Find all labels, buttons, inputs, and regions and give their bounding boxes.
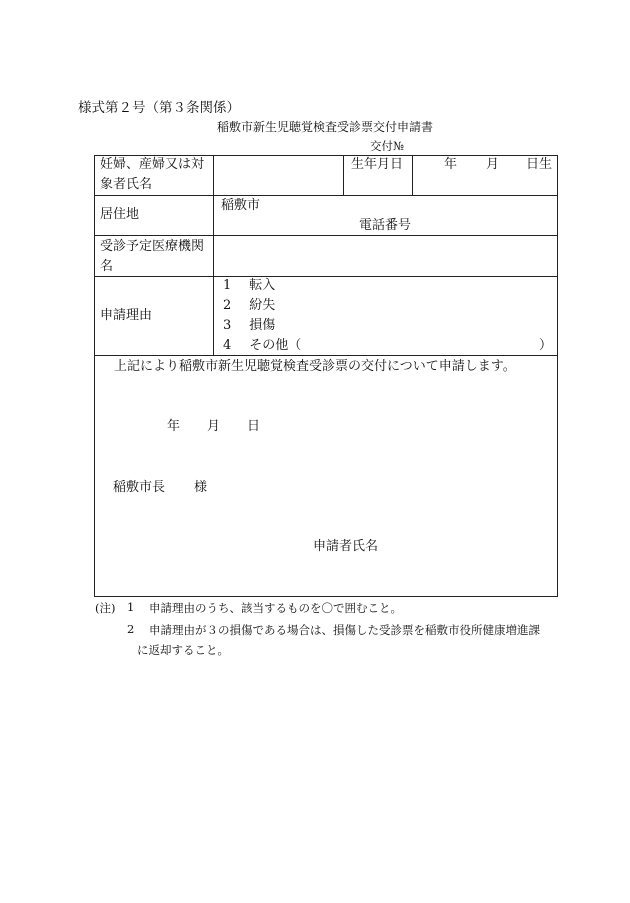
birthdate-month-label: 月: [486, 157, 500, 172]
address-label: 居住地: [100, 207, 140, 222]
clinic-label: 受診予定医療機関 名: [100, 239, 205, 274]
column-divider: [213, 155, 214, 355]
issue-number-label: 交付№: [370, 139, 404, 153]
date-day-label: 日: [247, 419, 261, 434]
row-divider: [94, 235, 558, 236]
subject-name-field[interactable]: [215, 157, 341, 193]
phone-label: 電話番号: [359, 218, 412, 233]
applicant-name-label: 申請者氏名: [313, 539, 379, 554]
column-divider: [343, 155, 344, 195]
reason-item[interactable]: 4 その他（: [223, 338, 302, 353]
addressee-honorific: 様: [194, 480, 208, 495]
note-text-continued: に返却すること。: [137, 643, 229, 657]
address-prefix: 稲敷市: [221, 198, 261, 213]
reason-label: 申請理由: [100, 308, 153, 323]
form-number-label: 様式第２号（第３条関係）: [78, 100, 240, 116]
note-text: 申請理由が３の損傷である場合は、損傷した受診票を稲敷市役所健康増進課: [149, 623, 540, 637]
date-year-label: 年: [167, 419, 181, 434]
note-text: 申請理由のうち、該当するものを〇で囲むこと。: [149, 601, 402, 615]
form-title: 稲敷市新生児聴覚検査受診票交付申請書: [216, 120, 433, 134]
subject-name-label: 妊婦、産婦又は対 象者氏名: [100, 157, 205, 192]
declaration-statement: 上記により稲敷市新生児聴覚検査受診票の交付について申請します。: [114, 359, 516, 374]
row-divider: [94, 195, 558, 196]
reason-item[interactable]: 1 転入: [223, 278, 276, 293]
note-number: 1: [127, 600, 135, 614]
clinic-field[interactable]: [215, 237, 555, 273]
column-divider: [412, 155, 413, 195]
birthdate-day-label: 日生: [526, 157, 553, 172]
row-divider: [94, 355, 558, 356]
date-month-label: 月: [207, 419, 221, 434]
reason-item[interactable]: 2 紛失: [223, 298, 276, 313]
notes-prefix: (注): [95, 601, 116, 615]
birthdate-label: 生年月日: [351, 157, 404, 172]
birthdate-year-label: 年: [444, 157, 458, 172]
reason-item[interactable]: 3 損傷: [223, 318, 276, 333]
addressee: 稲敷市長: [113, 480, 166, 495]
reason-other-close: ）: [539, 338, 553, 353]
note-number: 2: [127, 622, 135, 636]
